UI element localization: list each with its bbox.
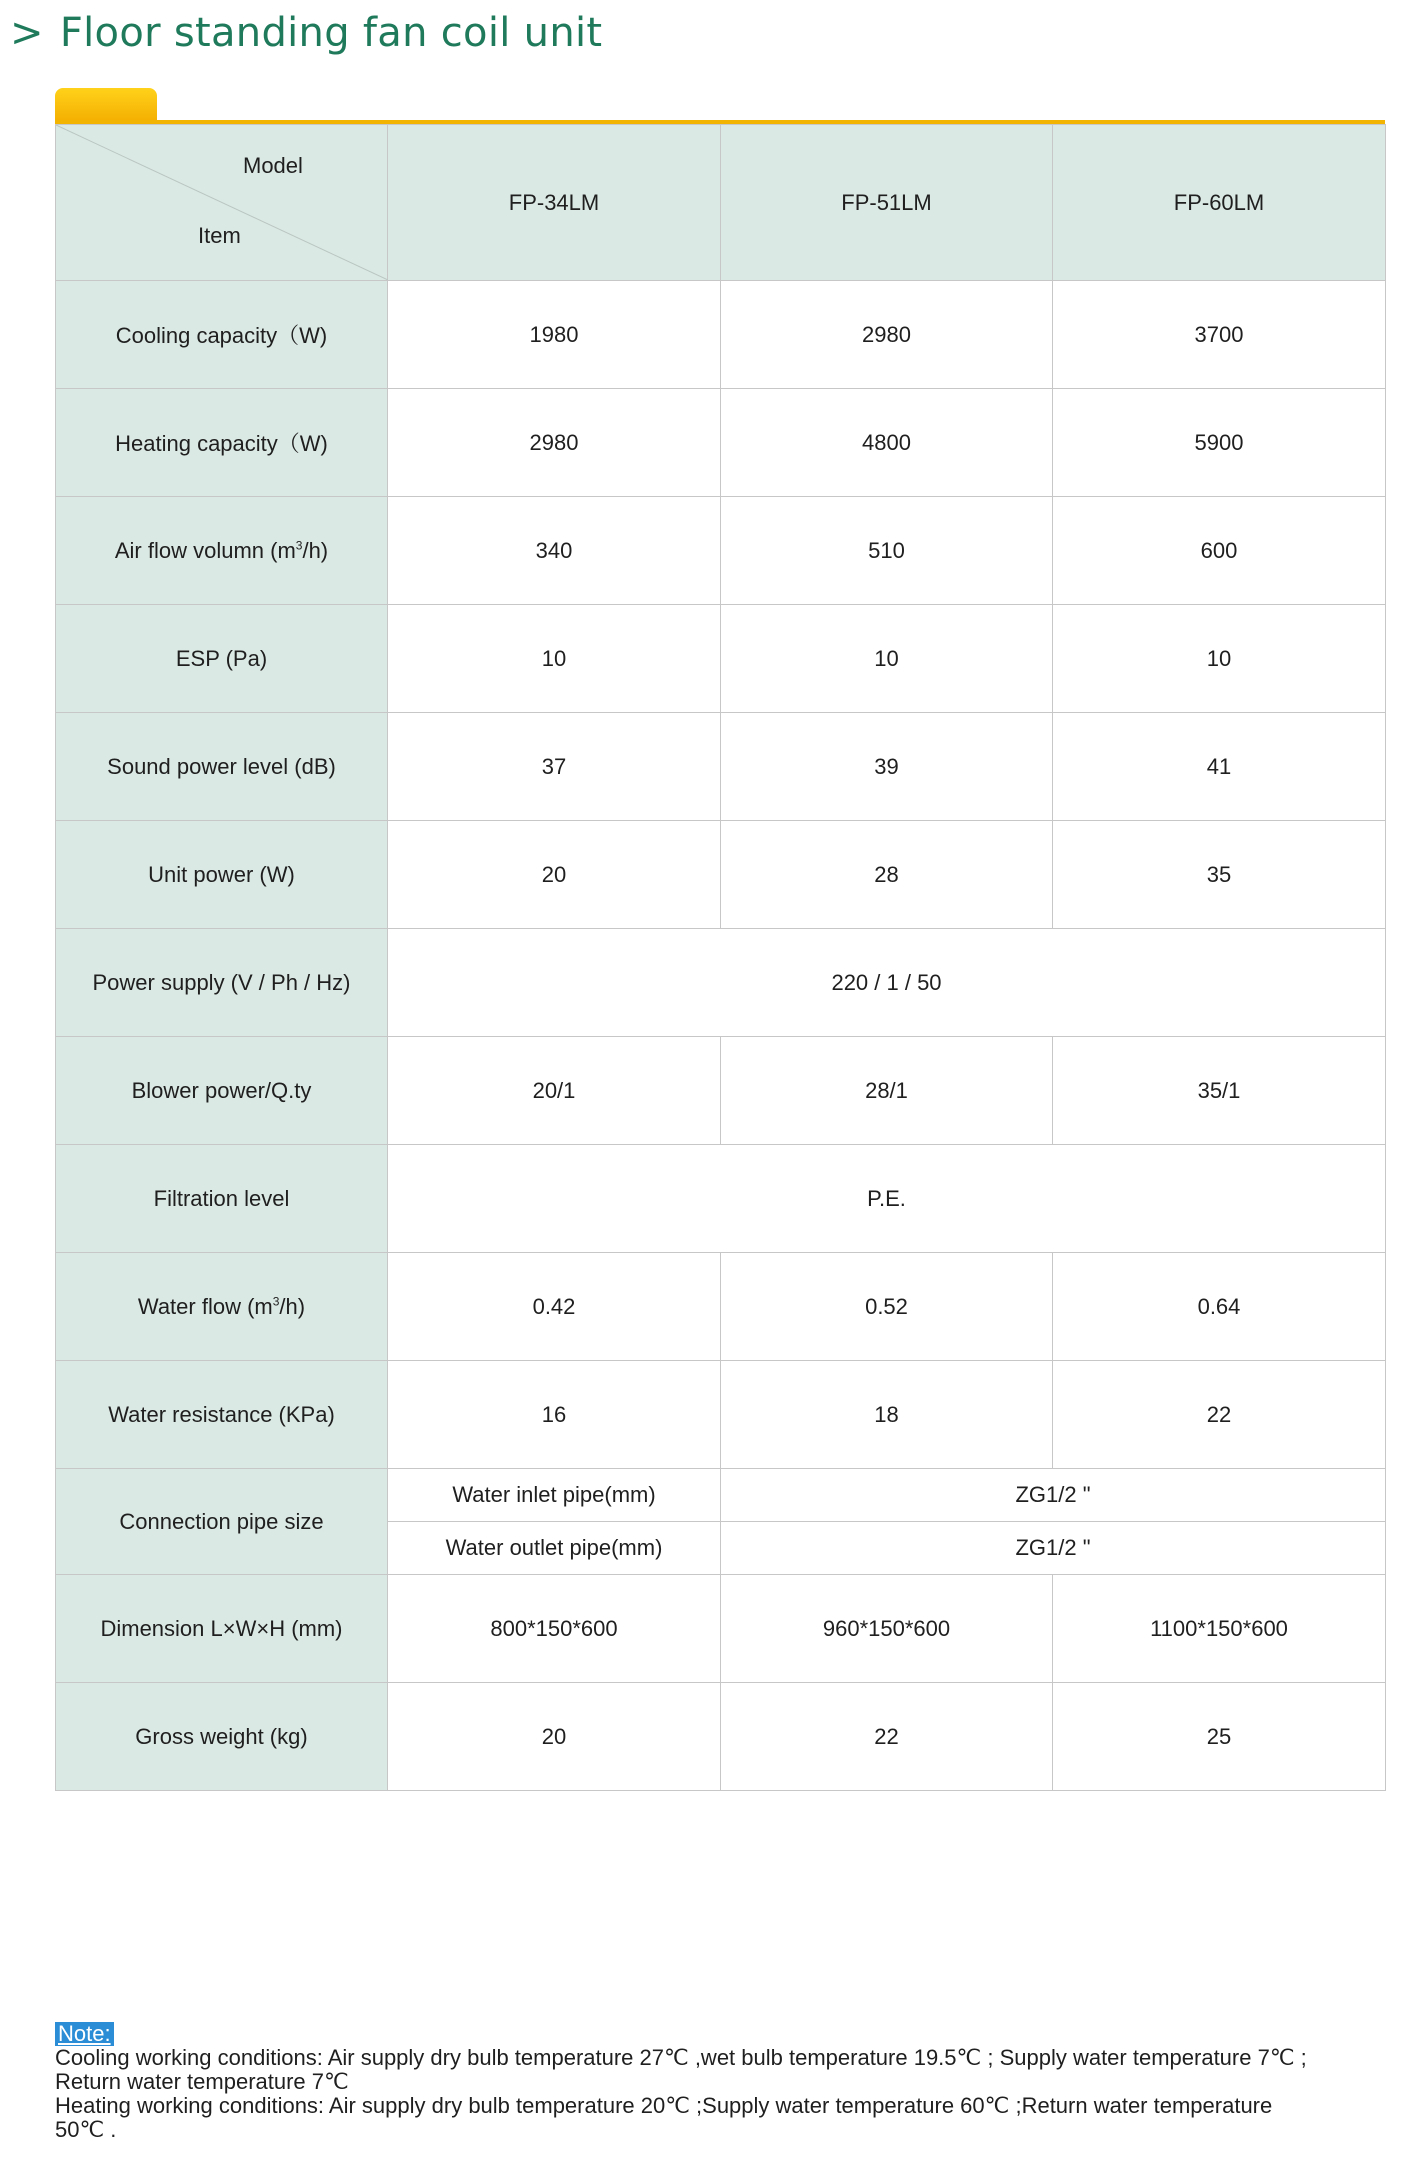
table-row-connection-inlet (56, 1469, 1386, 1522)
row-label (56, 497, 388, 605)
sub-label-cell: Water outlet pipe(mm) (388, 1522, 721, 1575)
table-cell: 16 (388, 1361, 721, 1469)
superscript: 3 (272, 1294, 280, 1309)
table-cell: 20/1 (388, 1037, 721, 1145)
spec-table (55, 124, 1386, 1791)
table-cell: 4800 (721, 389, 1053, 497)
table-row-water-resistance (56, 1361, 1386, 1469)
table-cell: 20 (388, 1683, 721, 1791)
table-cell: 3700 (1053, 281, 1386, 389)
table-cell: 600 (1053, 497, 1386, 605)
table-cell: 1980 (388, 281, 721, 389)
model-header: FP-51LM (721, 125, 1053, 281)
table-cell: 35 (1053, 821, 1386, 929)
row-label: Water resistance (KPa) (56, 1361, 388, 1469)
row-label-text: Air flow volumn (m (114, 537, 296, 563)
note-line: 50℃ . (55, 2117, 117, 2142)
table-cell: 10 (388, 605, 721, 713)
row-label (56, 1253, 388, 1361)
table-cell: 25 (1053, 1683, 1386, 1791)
table-cell-merged: ZG1/2 " (721, 1522, 1386, 1575)
table-row-dimension (56, 1575, 1386, 1683)
table-cell: 800*150*600 (388, 1575, 721, 1683)
table-row-unit-power (56, 821, 1386, 929)
row-label: Dimension L×W×H (mm) (56, 1575, 388, 1683)
model-header: FP-60LM (1053, 125, 1386, 281)
superscript: 3 (295, 538, 303, 553)
table-cell: 0.64 (1053, 1253, 1386, 1361)
table-cell: 510 (721, 497, 1053, 605)
row-label: Gross weight (kg) (56, 1683, 388, 1791)
row-label: Cooling capacity（W) (56, 281, 388, 389)
table-cell: 0.42 (388, 1253, 721, 1361)
table-row-cooling (56, 281, 1386, 389)
table-cell-merged: ZG1/2 " (721, 1469, 1386, 1522)
row-label: Connection pipe size (56, 1469, 388, 1575)
table-row-water-flow (56, 1253, 1386, 1361)
table-cell: 2980 (388, 389, 721, 497)
row-label: Unit power (W) (56, 821, 388, 929)
table-cell: 22 (1053, 1361, 1386, 1469)
row-label: Power supply (V / Ph / Hz) (56, 929, 388, 1037)
row-label-text: /h) (279, 1293, 306, 1319)
row-label: Sound power level (dB) (56, 713, 388, 821)
table-cell: 10 (1053, 605, 1386, 713)
row-label-text: /h) (302, 537, 329, 563)
row-label-text: Water flow (m (137, 1293, 273, 1319)
corner-cell (56, 125, 388, 281)
table-header-row (56, 125, 1386, 281)
table-cell: 41 (1053, 713, 1386, 821)
table-cell: 2980 (721, 281, 1053, 389)
table-cell: 5900 (1053, 389, 1386, 497)
note-label: Note: (55, 2022, 114, 2046)
table-row-esp (56, 605, 1386, 713)
note-line: Return water temperature 7℃ (55, 2069, 349, 2094)
table-cell: 20 (388, 821, 721, 929)
table-row-blower (56, 1037, 1386, 1145)
chevron-right-icon: > (10, 10, 44, 56)
table-cell: 35/1 (1053, 1037, 1386, 1145)
table-cell: 28/1 (721, 1037, 1053, 1145)
table-cell: 340 (388, 497, 721, 605)
table-row-power-supply (56, 929, 1386, 1037)
table-cell: 960*150*600 (721, 1575, 1053, 1683)
row-label: Blower power/Q.ty (56, 1037, 388, 1145)
table-cell-merged: P.E. (388, 1145, 1386, 1253)
row-label: Filtration level (56, 1145, 388, 1253)
table-cell: 1100*150*600 (1053, 1575, 1386, 1683)
table-row-gross-weight (56, 1683, 1386, 1791)
sub-label-cell: Water inlet pipe(mm) (388, 1469, 721, 1522)
table-row-airflow (56, 497, 1386, 605)
table-row-filtration (56, 1145, 1386, 1253)
table-cell: 28 (721, 821, 1053, 929)
corner-item-label: Item (198, 223, 241, 248)
table-cell-merged: 220 / 1 / 50 (388, 929, 1386, 1037)
page-title-text: Floor standing fan coil unit (59, 10, 603, 56)
note-section (55, 2022, 1395, 2142)
table-cell: 0.52 (721, 1253, 1053, 1361)
table-row-heating (56, 389, 1386, 497)
table-cell: 37 (388, 713, 721, 821)
table-row-sound (56, 713, 1386, 821)
note-line: Cooling working conditions: Air supply dry bulb temperature 27℃ ,wet bulb temperature 19.5℃ ; Supply water temperature 7℃ ; (55, 2045, 1307, 2070)
table-cell: 22 (721, 1683, 1053, 1791)
row-label: ESP (Pa) (56, 605, 388, 713)
table-cell: 39 (721, 713, 1053, 821)
row-label: Heating capacity（W) (56, 389, 388, 497)
table-cell: 10 (721, 605, 1053, 713)
corner-model-label: Model (243, 153, 303, 178)
section-tab-accent (55, 88, 157, 122)
page-title (10, 10, 602, 56)
note-line: Heating working conditions: Air supply dry bulb temperature 20℃ ;Supply water temperature 60℃ ;Return water temperature (55, 2093, 1273, 2118)
model-header: FP-34LM (388, 125, 721, 281)
table-cell: 18 (721, 1361, 1053, 1469)
diagonal-divider (56, 125, 388, 280)
